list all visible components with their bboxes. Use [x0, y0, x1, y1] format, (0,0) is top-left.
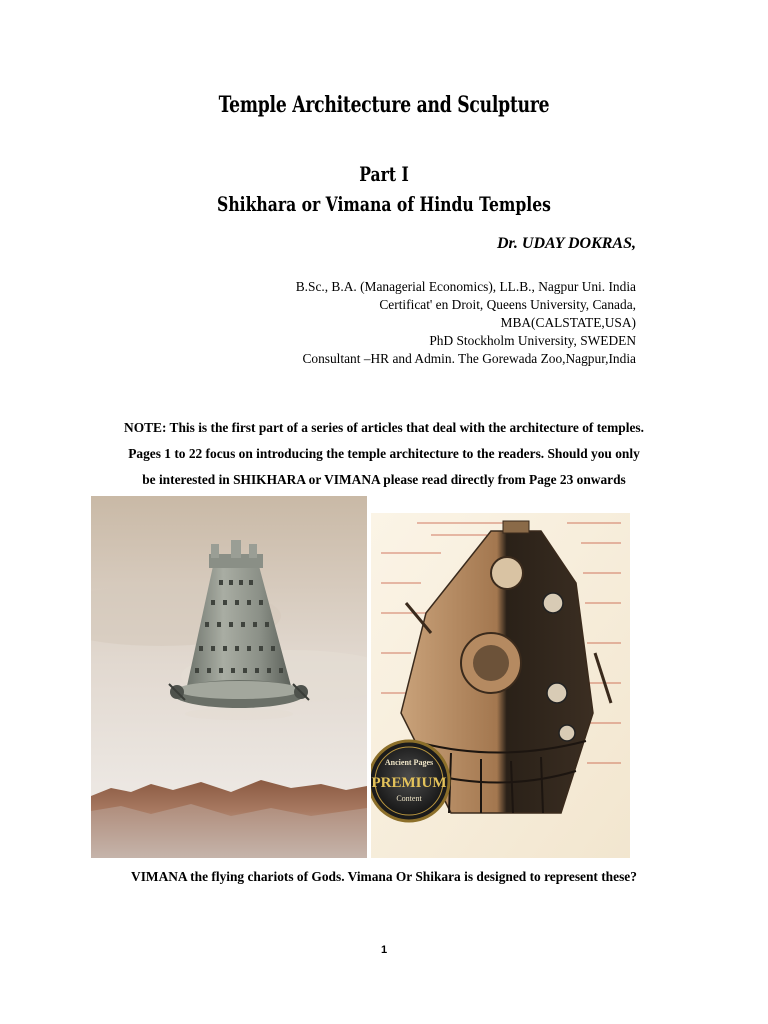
- author-name: Dr. UDAY DOKRAS,: [497, 235, 636, 252]
- author-credentials: [296, 278, 636, 368]
- badge-line-1: Ancient Pages: [384, 758, 434, 767]
- note-line: Pages 1 to 22 focus on introducing the temple architecture to the readers. Should you only: [128, 446, 640, 461]
- document-subtitle: Shikhara or Vimana of Hindu Temples: [217, 192, 551, 216]
- credential-line: MBA(CALSTATE,USA): [500, 315, 636, 330]
- flying-vimana-illustration: [91, 496, 367, 858]
- credential-line: Consultant –HR and Admin. The Gorewada Zoo,Nagpur,India: [302, 351, 636, 366]
- note-paragraph: [0, 415, 768, 493]
- note-line: be interested in SHIKHARA or VIMANA please read directly from Page 23 onwards: [142, 472, 626, 487]
- document-title: Temple Architecture and Sculpture: [218, 92, 550, 118]
- page-number: 1: [380, 944, 388, 956]
- note-line: NOTE: This is the first part of a series of articles that deal with the architecture of temples.: [124, 420, 644, 435]
- badge-line-3: Content: [396, 794, 422, 803]
- figure-caption: VIMANA the flying chariots of Gods. Vimana Or Shikara is designed to represent these?: [131, 869, 637, 884]
- badge-line-2: PREMIUM: [371, 775, 447, 791]
- credential-line: PhD Stockholm University, SWEDEN: [429, 333, 636, 348]
- credential-line: Certificat' en Droit, Queens University, Canada,: [379, 297, 636, 312]
- premium-badge: [371, 741, 449, 821]
- part-heading: Part I: [359, 162, 409, 186]
- vimana-technical-drawing: [371, 513, 630, 858]
- credential-line: B.Sc., B.A. (Managerial Economics), LL.B., Nagpur Uni. India: [295, 279, 636, 294]
